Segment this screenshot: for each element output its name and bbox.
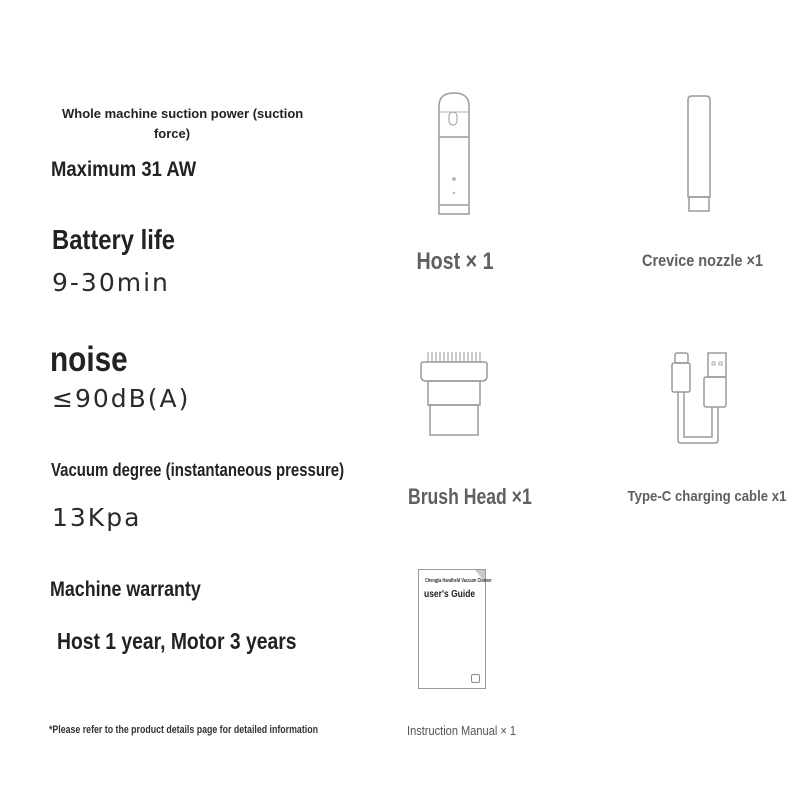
suction-heading-line2: force) bbox=[153, 126, 191, 141]
noise-value: ≤90dB(A) bbox=[52, 384, 191, 413]
brand-logo-icon bbox=[471, 674, 480, 683]
footnote: *Please refer to the product details page for detailed information bbox=[49, 724, 318, 736]
vacuum-value: 13Kpa bbox=[52, 503, 142, 532]
handheld-vacuum-icon bbox=[436, 92, 472, 214]
battery-heading: Battery life bbox=[52, 224, 176, 255]
brush-head-icon bbox=[418, 352, 492, 438]
suction-value: Maximum 31 AW bbox=[51, 158, 197, 181]
warranty-value: Host 1 year, Motor 3 years bbox=[57, 628, 297, 654]
usb-cable-icon bbox=[670, 352, 730, 446]
brush-head-label: Brush Head ×1 bbox=[408, 484, 532, 509]
host-label: Host × 1 bbox=[416, 248, 494, 275]
manual-icon bbox=[418, 569, 492, 689]
noise-heading: noise bbox=[50, 340, 128, 379]
vacuum-heading: Vacuum degree (instantaneous pressure) bbox=[51, 460, 345, 480]
suction-heading-line1: Whole machine suction power (suction bbox=[62, 106, 304, 121]
manual-title: user's Guide bbox=[424, 589, 476, 600]
warranty-heading: Machine warranty bbox=[50, 578, 201, 601]
crevice-nozzle-label: Crevice nozzle ×1 bbox=[642, 251, 763, 270]
manual-label: Instruction Manual × 1 bbox=[407, 723, 517, 738]
battery-value: 9-30min bbox=[52, 268, 170, 297]
crevice-nozzle-icon bbox=[687, 96, 713, 212]
manual-subtitle: Chengjia Handheld Vacuum Cleaner bbox=[425, 578, 492, 584]
charging-cable-label: Type-C charging cable x1 bbox=[627, 488, 787, 505]
suction-heading bbox=[62, 104, 304, 144]
